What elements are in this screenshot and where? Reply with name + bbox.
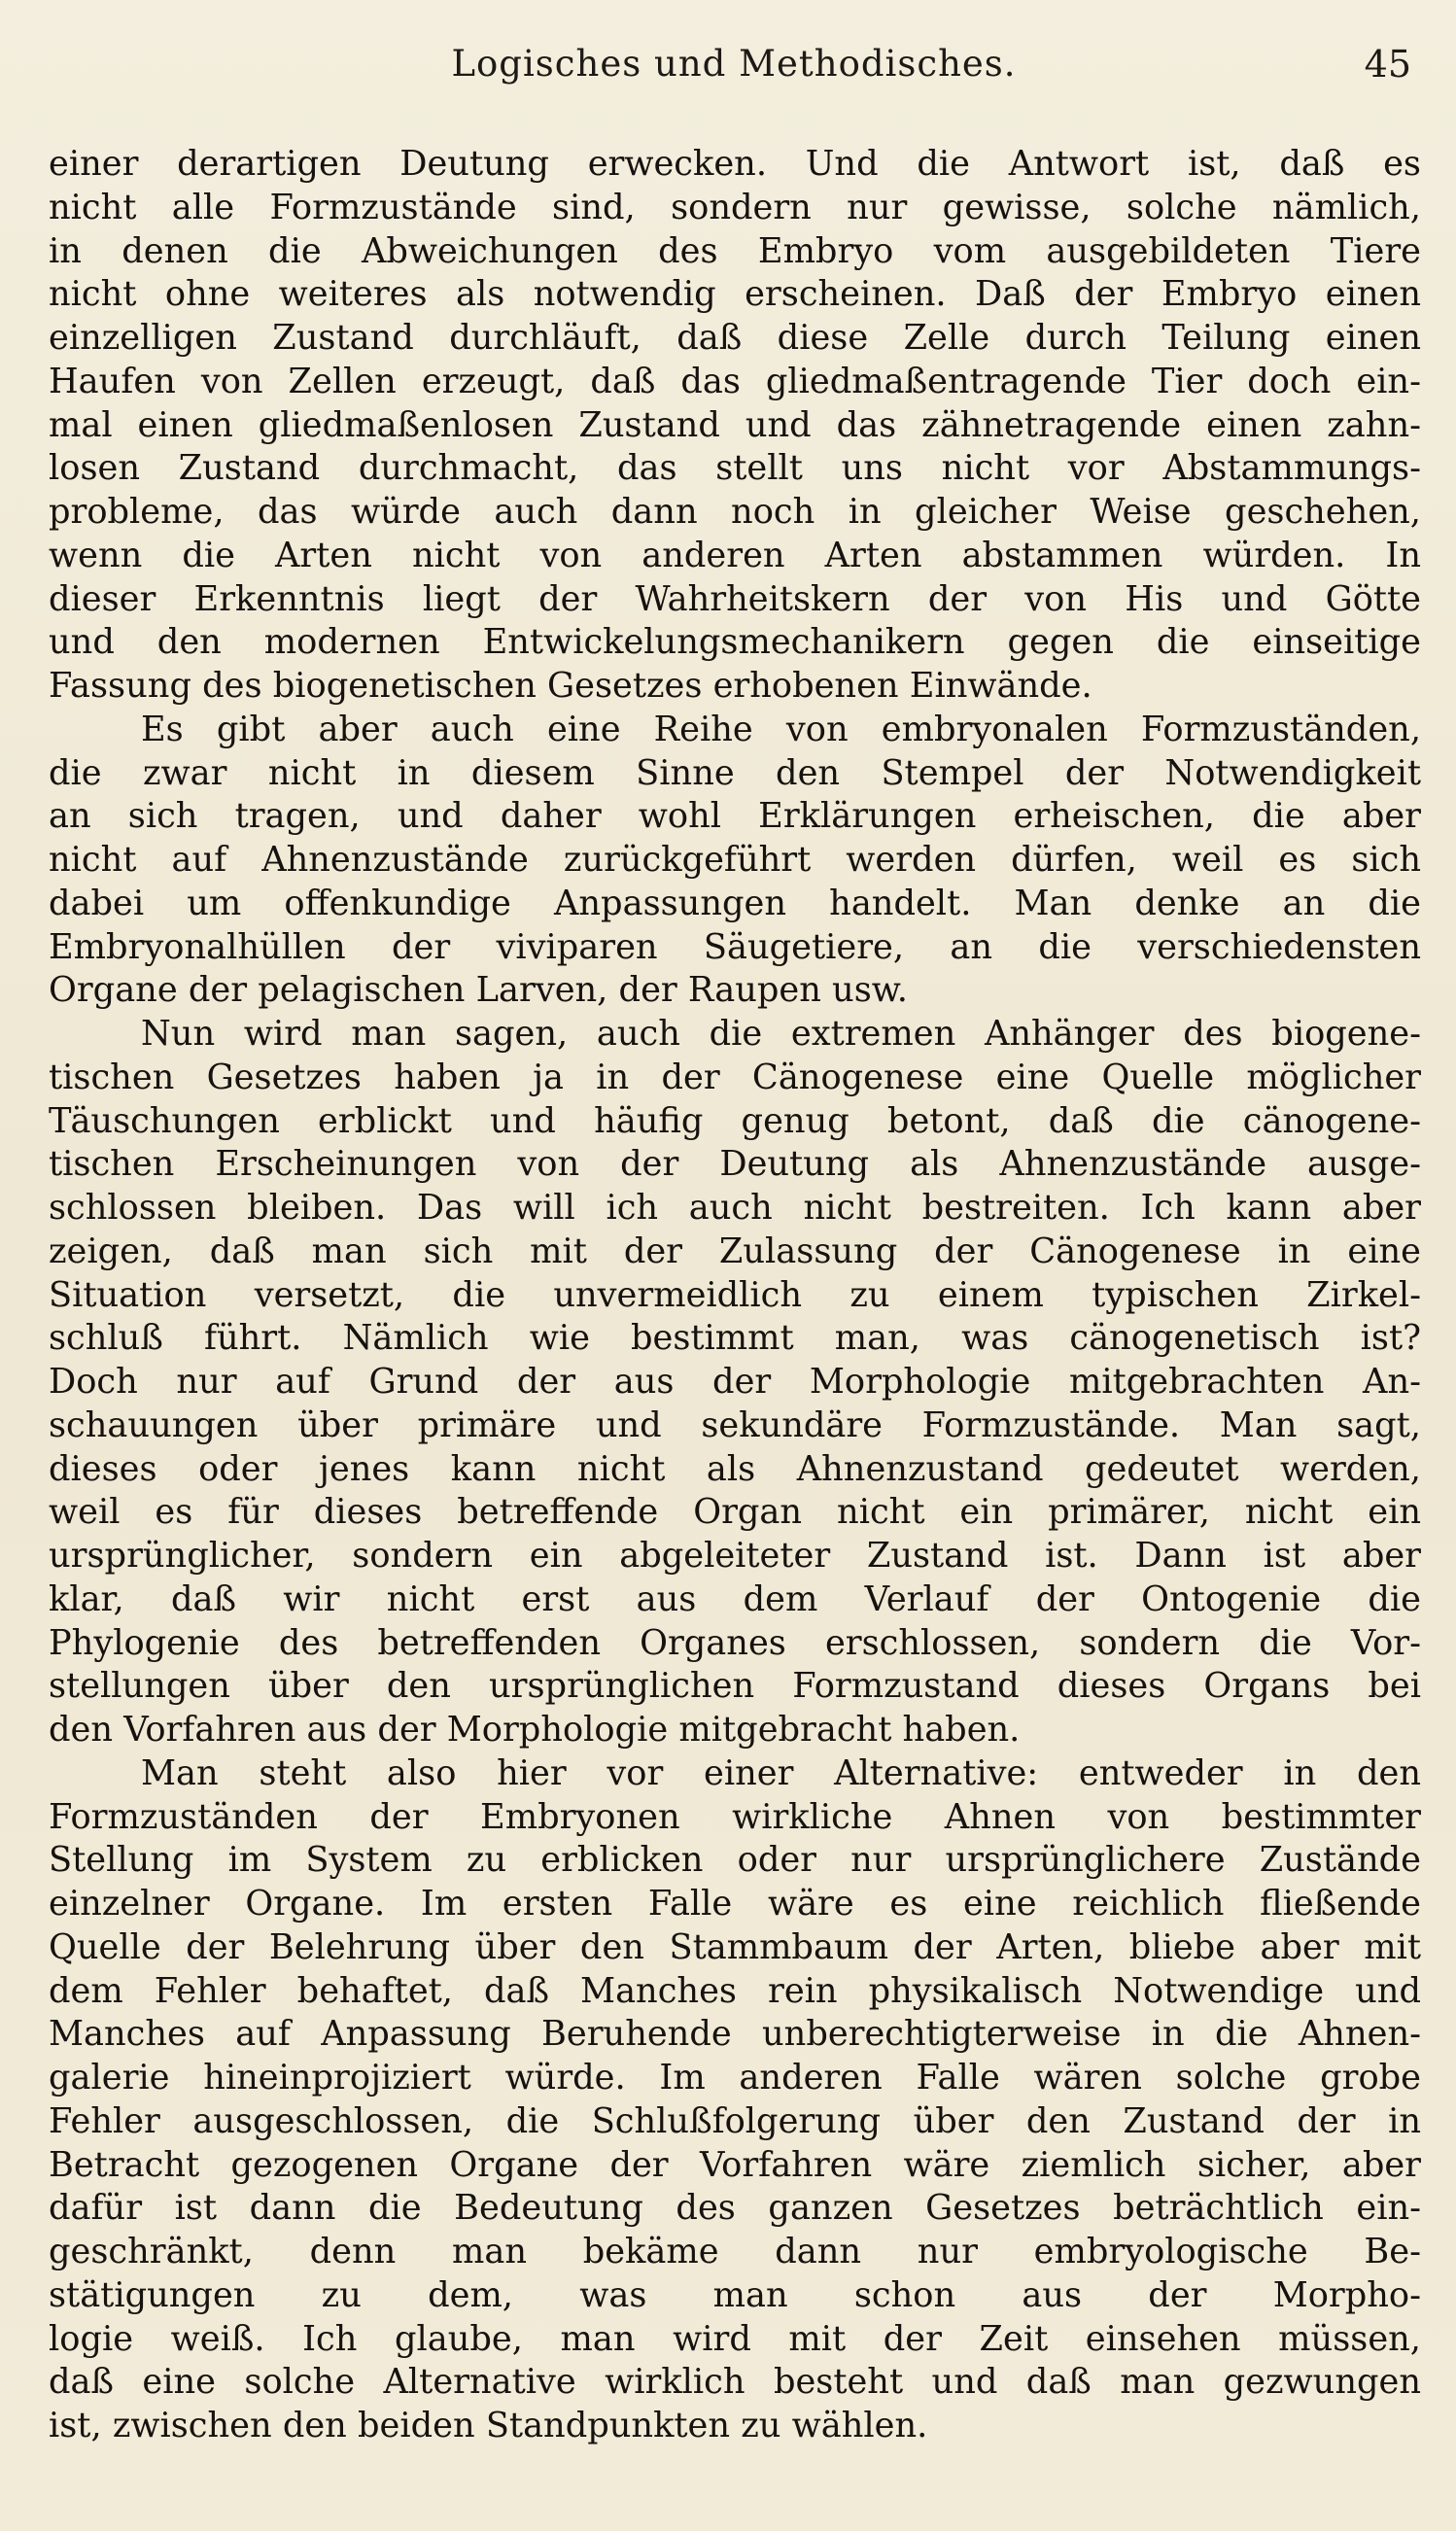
text-line: schauungen über primäre und sekundäre Formzustände. Man sagt, — [49, 1404, 1421, 1445]
text-line: Stellung im System zu erblicken oder nur ursprünglichere Zustände — [49, 1840, 1421, 1881]
text-line: geschränkt, denn man bekäme dann nur embryologische Be- — [49, 2232, 1421, 2271]
text-line: Es gibt aber auch eine Reihe von embryonalen Formzuständen, — [141, 709, 1421, 749]
text-line: nicht ohne weiteres als notwendig erscheinen. Daß der Embryo einen — [49, 274, 1421, 315]
paragraph — [49, 143, 1421, 709]
text-line: ist, zwischen den beiden Standpunkten zu wählen. — [49, 2406, 928, 2445]
text-line: Quelle der Belehrung über den Stammbaum der Arten, bliebe aber mit — [49, 1926, 1421, 1967]
text-line: Haufen von Zellen erzeugt, daß das gliedmaßentragende Tier doch ein- — [49, 361, 1421, 401]
running-title: Logisches und Methodisches. — [451, 43, 1017, 85]
text-line: in denen die Abweichungen des Embryo vom ausgebildeten Tiere — [49, 230, 1421, 271]
text-line: dafür ist dann die Bedeutung des ganzen Gesetzes beträchtlich ein- — [49, 2188, 1421, 2229]
text-line: weil es für dieses betreffende Organ nicht ein primärer, nicht ein — [49, 1492, 1421, 1533]
text-line: Fassung des biogenetischen Gesetzes erhobenen Einwände. — [49, 666, 1092, 706]
text-line: und den modernen Entwickelungsmechanikern gegen die einseitige — [49, 622, 1421, 663]
text-line: Situation versetzt, die unvermeidlich zu einem typischen Zirkel- — [49, 1274, 1421, 1315]
text-line: daß eine solche Alternative wirklich besteht und daß man gezwungen — [49, 2362, 1421, 2403]
text-line: Manches auf Anpassung Beruhende unberechtigterweise in die Ahnen- — [49, 2014, 1421, 2055]
text-line: wenn die Arten nicht von anderen Arten abstammen würden. In — [49, 535, 1421, 575]
paragraph — [49, 709, 1421, 1013]
text-line: Täuschungen erblickt und häufig genug betont, daß die cänogene- — [49, 1100, 1421, 1141]
text-line: galerie hineinprojiziert würde. Im anderen Falle wären solche grobe — [49, 2058, 1421, 2098]
text-line: Embryonalhüllen der viviparen Säugetiere, an die verschiedensten — [49, 926, 1421, 967]
text-line: den Vorfahren aus der Morphologie mitgebracht haben. — [49, 1710, 1021, 1750]
text-line: an sich tragen, und daher wohl Erklärungen erheischen, die aber — [49, 796, 1421, 837]
text-line: nicht auf Ahnenzustände zurückgeführt werden dürfen, weil es sich — [49, 840, 1421, 880]
text-line: Nun wird man sagen, auch die extremen Anhänger des biogene- — [141, 1014, 1421, 1054]
text-line: zeigen, daß man sich mit der Zulassung der Cänogenese in eine — [49, 1231, 1421, 1271]
text-line: einzelligen Zustand durchläuft, daß diese Zelle durch Teilung einen — [49, 318, 1421, 358]
page-number: 45 — [1364, 43, 1411, 86]
text-line: Man steht also hier vor einer Alternative: entweder in den — [141, 1752, 1421, 1793]
text-line: tischen Erscheinungen von der Deutung als Ahnenzustände ausge- — [49, 1144, 1421, 1185]
text-line: ursprünglicher, sondern ein abgeleiteter Zustand ist. Dann ist aber — [49, 1536, 1421, 1576]
text-line: losen Zustand durchmacht, das stellt uns nicht vor Abstammungs- — [49, 448, 1421, 489]
text-line: dem Fehler behaftet, daß Manches rein physikalisch Notwendige und — [49, 1970, 1421, 2011]
text-line: stätigungen zu dem, was man schon aus der Morpho- — [49, 2274, 1421, 2315]
text-line: mal einen gliedmaßenlosen Zustand und das zähnetragende einen zahn- — [49, 404, 1421, 445]
text-line: stellungen über den ursprünglichen Formzustand dieses Organs bei — [49, 1666, 1421, 1707]
text-line: klar, daß wir nicht erst aus dem Verlauf der Ontogenie die — [49, 1578, 1421, 1619]
text-line: Doch nur auf Grund der aus der Morphologie mitgebrachten An- — [49, 1362, 1421, 1402]
paragraph — [49, 1013, 1421, 1752]
text-line: dabei um offenkundige Anpassungen handelt. Man denke an die — [49, 883, 1421, 923]
text-line: tischen Gesetzes haben ja in der Cänogenese eine Quelle möglicher — [49, 1057, 1421, 1097]
text-line: schluß führt. Nämlich wie bestimmt man, was cänogenetisch ist? — [49, 1318, 1421, 1359]
text-line: dieses oder jenes kann nicht als Ahnenzustand gedeutet werden, — [49, 1448, 1421, 1489]
page-header — [49, 43, 1419, 101]
text-line: einer derartigen Deutung erwecken. Und die Antwort ist, daß es — [49, 144, 1421, 184]
text-line: einzelner Organe. Im ersten Falle wäre es eine reichlich fließende — [49, 1884, 1421, 1924]
text-line: die zwar nicht in diesem Sinne den Stempel der Notwendigkeit — [49, 752, 1421, 793]
text-line: Organe der pelagischen Larven, der Raupen usw. — [49, 970, 908, 1011]
body-text — [49, 143, 1421, 2448]
text-line: logie weiß. Ich glaube, man wird mit der Zeit einsehen müssen, — [49, 2318, 1421, 2359]
paragraph — [49, 1752, 1421, 2448]
text-line: schlossen bleiben. Das will ich auch nicht bestreiten. Ich kann aber — [49, 1188, 1421, 1228]
text-line: Fehler ausgeschlossen, die Schlußfolgerung über den Zustand der in — [49, 2100, 1421, 2141]
text-line: Betracht gezogenen Organe der Vorfahren wäre ziemlich sicher, aber — [49, 2144, 1421, 2185]
text-line: nicht alle Formzustände sind, sondern nur gewisse, solche nämlich, — [49, 187, 1421, 227]
text-line: Formzuständen der Embryonen wirkliche Ahnen von bestimmter — [49, 1796, 1421, 1837]
text-line: dieser Erkenntnis liegt der Wahrheitskern der von His und Götte — [49, 578, 1421, 619]
text-line: Phylogenie des betreffenden Organes erschlossen, sondern die Vor- — [49, 1622, 1421, 1663]
text-line: probleme, das würde auch dann noch in gleicher Weise geschehen, — [49, 492, 1421, 532]
